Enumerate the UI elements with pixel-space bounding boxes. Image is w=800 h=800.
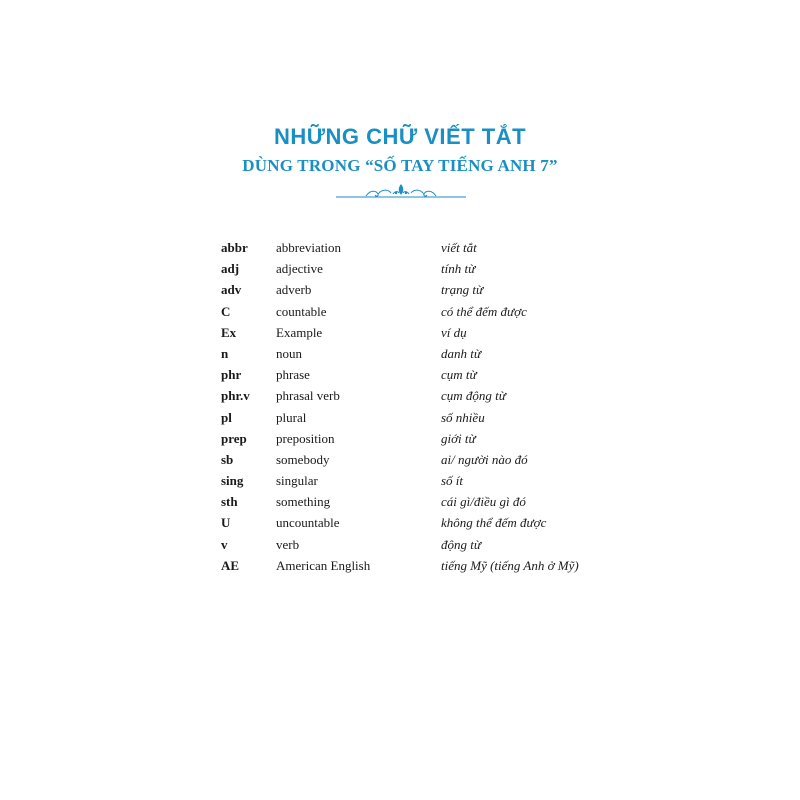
- english-term-cell: Example: [276, 324, 323, 340]
- english-term-cell: noun: [276, 345, 302, 361]
- english-term-cell: countable: [276, 303, 327, 319]
- table-row: [221, 512, 641, 533]
- vietnamese-term-cell: có thể đếm được: [441, 303, 527, 319]
- abbreviation-cell: sth: [221, 494, 238, 510]
- english-term-cell: adverb: [276, 282, 312, 298]
- table-row: [221, 322, 641, 343]
- page-title: NHỮNG CHỮ VIẾT TẮT: [273, 124, 527, 149]
- vietnamese-term-cell: không thể đếm được: [441, 515, 547, 531]
- vietnamese-term-cell: tính từ: [441, 261, 476, 277]
- table-row: [221, 407, 641, 428]
- table-row: [221, 470, 641, 491]
- vietnamese-term-cell: trạng từ: [441, 282, 484, 298]
- abbreviation-cell: sing: [221, 473, 244, 489]
- table-row: [221, 279, 641, 300]
- table-row: [221, 343, 641, 364]
- abbreviation-cell: sb: [221, 451, 234, 467]
- vietnamese-term-cell: danh từ: [441, 345, 481, 361]
- vietnamese-term-cell: động từ: [441, 536, 481, 552]
- english-term-cell: uncountable: [276, 515, 340, 531]
- table-row: [221, 237, 641, 258]
- english-term-cell: somebody: [276, 451, 330, 467]
- english-term-cell: preposition: [276, 430, 335, 446]
- table-row: [221, 428, 641, 449]
- vietnamese-term-cell: cụm từ: [441, 367, 477, 383]
- flourish-divider-icon: [336, 181, 466, 203]
- english-term-cell: verb: [276, 536, 300, 552]
- english-term-cell: phrasal verb: [276, 388, 340, 404]
- vietnamese-term-cell: ví dụ: [441, 324, 467, 340]
- abbreviation-cell: v: [221, 536, 228, 552]
- abbreviation-cell: adv: [221, 282, 242, 298]
- table-row: [221, 491, 641, 512]
- english-term-cell: adjective: [276, 261, 323, 277]
- abbreviation-table: [221, 237, 641, 576]
- abbreviation-cell: phr.v: [221, 388, 250, 404]
- vietnamese-term-cell: giới từ: [441, 430, 476, 446]
- vietnamese-term-cell: ai/ người nào đó: [441, 451, 528, 467]
- vietnamese-term-cell: cụm động từ: [441, 388, 506, 404]
- english-term-cell: something: [276, 494, 331, 510]
- table-row: [221, 555, 641, 576]
- vietnamese-term-cell: số nhiều: [441, 409, 485, 425]
- page-subtitle: DÙNG TRONG “SỐ TAY TIẾNG ANH 7”: [242, 156, 558, 175]
- vietnamese-term-cell: tiếng Mỹ (tiếng Anh ở Mỹ): [441, 557, 579, 573]
- english-term-cell: American English: [276, 557, 371, 573]
- table-row: [221, 258, 641, 279]
- table-row: [221, 534, 641, 555]
- vietnamese-term-cell: viết tắt: [441, 240, 477, 255]
- table-row: [221, 385, 641, 406]
- abbreviation-cell: Ex: [221, 324, 237, 340]
- english-term-cell: singular: [276, 473, 318, 489]
- table-row: [221, 301, 641, 322]
- abbreviation-cell: C: [221, 303, 231, 319]
- english-term-cell: abbreviation: [276, 240, 341, 255]
- table-row: [221, 449, 641, 470]
- abbreviation-cell: phr: [221, 367, 242, 383]
- abbreviation-cell: pl: [221, 409, 232, 425]
- english-term-cell: plural: [276, 409, 307, 425]
- table-row: [221, 364, 641, 385]
- abbreviation-cell: AE: [221, 557, 240, 573]
- abbreviation-cell: prep: [221, 430, 247, 446]
- vietnamese-term-cell: số ít: [441, 473, 464, 489]
- abbreviation-cell: n: [221, 345, 229, 361]
- abbreviation-cell: adj: [221, 261, 240, 277]
- abbreviation-cell: abbr: [221, 240, 248, 255]
- abbreviation-cell: U: [221, 515, 231, 531]
- english-term-cell: phrase: [276, 367, 310, 383]
- vietnamese-term-cell: cái gì/điều gì đó: [441, 494, 526, 510]
